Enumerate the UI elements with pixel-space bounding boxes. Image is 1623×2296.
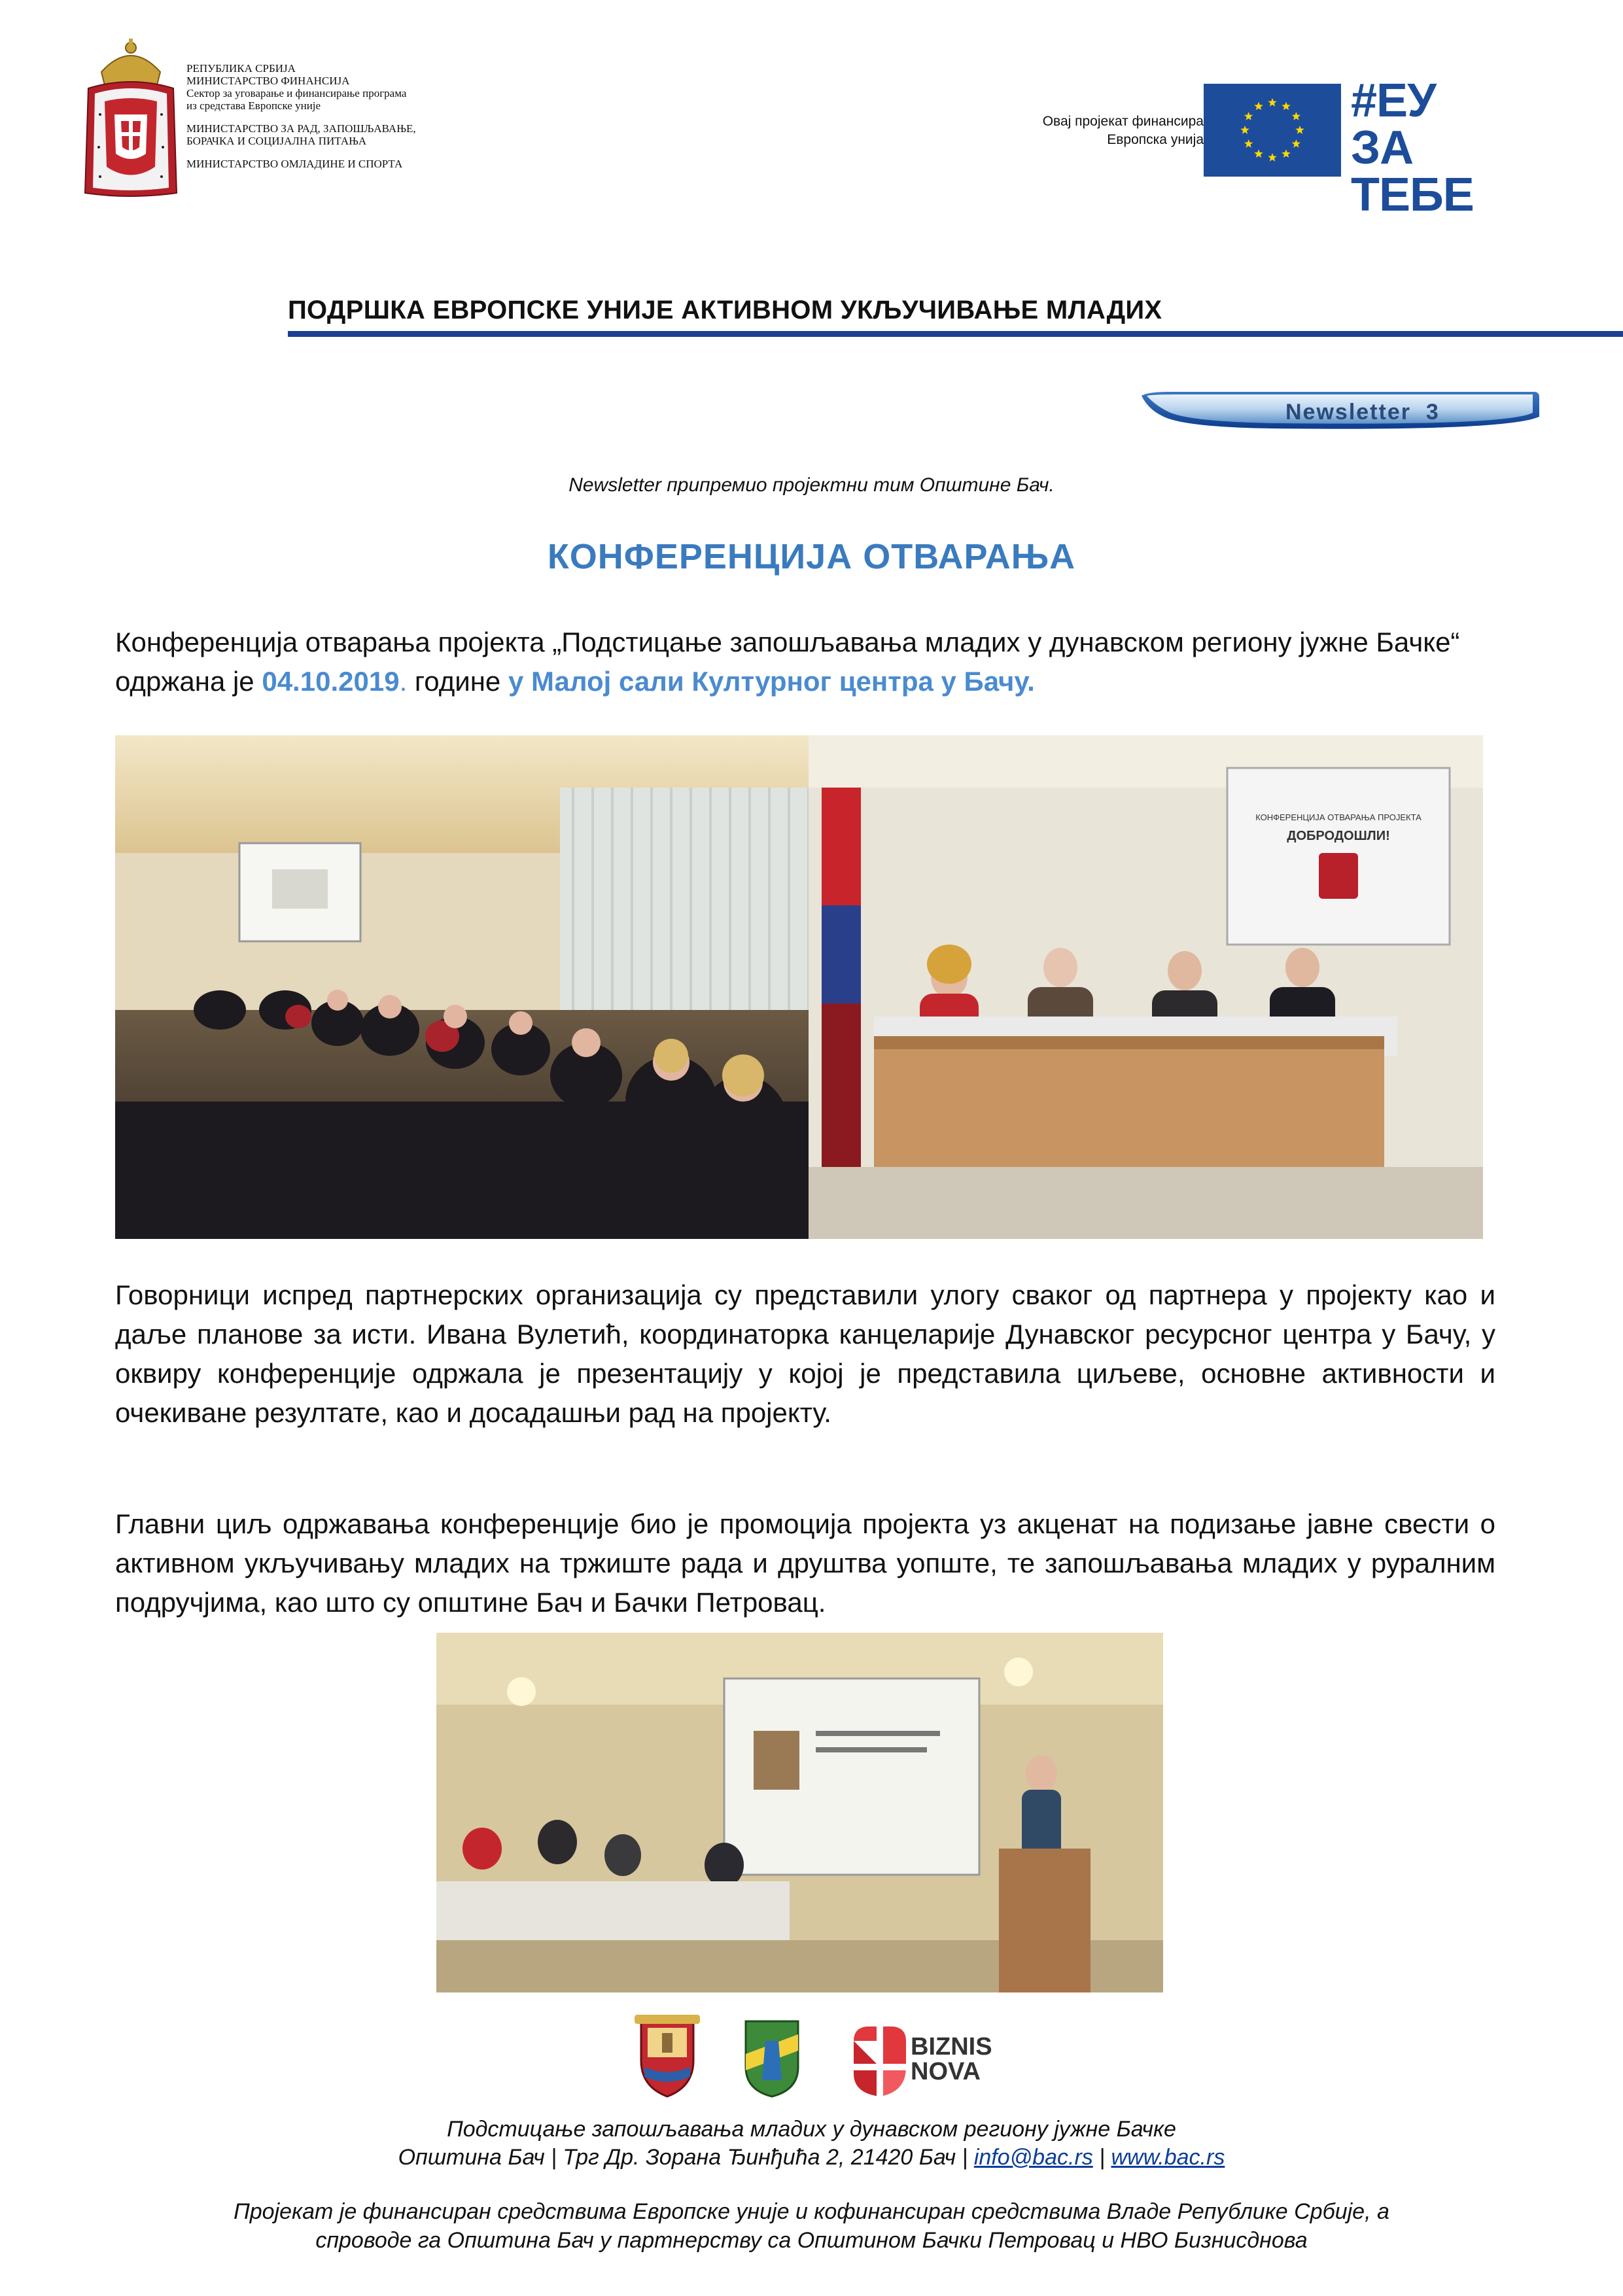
biznis-nova-logo: [850, 2015, 992, 2100]
headline-divider: [288, 331, 1623, 337]
intro-paragraph: [115, 623, 1495, 701]
event-place: у Малој сали Културног центра у Бачу.: [508, 666, 1035, 697]
eu-for-you-logo: [1351, 75, 1521, 221]
projector-line-2: ДОБРОДОШЛИ!: [1287, 829, 1390, 843]
ministry-line: Сектор за уговарање и финансирање програма: [186, 87, 407, 99]
body-paragraph-2: Главни циљ одржавања конференције био је промоција пројекта уз акценат на подизање јавне свести о активном укључивању младих на тржиште рада и друштва уопште, те запошљавања младих у руралним подручјима, као што су општине Бач и Бачки Петровац.: [115, 1508, 1495, 1618]
ministry-line: БОРАЧКА И СОЦИЈАЛНА ПИТАЊА: [186, 135, 367, 147]
footer-funding-line-2: спроводе га Општина Бач у партнерству са Општином Бачки Петровац и НВО Бизнисднова: [315, 2228, 1308, 2253]
event-date-dot: .: [399, 666, 408, 697]
bac-municipality-logo-icon: [628, 2015, 707, 2100]
footer-project-name: Подстицање запошљавања младих у дунавском региону јужне Бачке: [447, 2117, 1176, 2142]
ministry-line: МИНИСТАРСТВО ЗА РАД, ЗАПОШЉАВАЊЕ,: [186, 122, 416, 135]
backi-petrovac-logo-icon: [739, 2015, 805, 2100]
footer-separator: |: [1092, 2145, 1111, 2170]
nova-word: NOVA: [911, 2058, 981, 2085]
newsletter-number-label: Newsletter 3: [1285, 400, 1440, 425]
intro-text-2: године: [407, 666, 508, 697]
conference-audience-photo: [115, 735, 818, 1239]
ministry-line: МИНИСТАРСТВО ФИНАНСИЈА: [186, 75, 350, 87]
conference-panel-photo: [809, 735, 1483, 1239]
footer-funding-line-1: Пројекат је финансиран средствима Европске уније и кофинансиран средствима Владе Републике Србије, а: [234, 2199, 1389, 2224]
footer-contact: [0, 2142, 1623, 2172]
ministry-line: РЕПУБЛИКА СРБИЈА: [186, 62, 296, 75]
eu-tag-line-2: ЗА ТЕБЕ: [1351, 122, 1474, 221]
footer-address: Општина Бач | Трг Др. Зорана Ђинђића 2, 21420 Бач |: [398, 2145, 974, 2170]
ministry-line: МИНИСТАРСТВО ОМЛАДИНЕ И СПОРТА: [186, 158, 403, 170]
serbia-coat-of-arms-icon: [82, 36, 180, 200]
eu-flag-icon: [1204, 84, 1341, 177]
ministry-line: из средстава Европске уније: [186, 99, 321, 112]
projector-line-1: КОНФЕРЕНЦИЈА ОТВАРАЊА ПРОЈЕКТА: [1255, 812, 1422, 822]
biznis-word: BIZNIS: [911, 2033, 992, 2061]
conference-presentation-photo: [436, 1633, 1163, 1992]
eu-funding-line-2: Европска унија: [1107, 132, 1204, 147]
page-headline: ПОДРШКА ЕВРОПСКЕ УНИЈЕ АКТИВНОМ УКЉУЧИВАЊЕ МЛАДИХ: [288, 296, 1162, 324]
newsletter-ribbon: [1142, 391, 1541, 430]
article-title: КОНФЕРЕНЦИЈА ОТВАРАЊА: [547, 537, 1076, 576]
body-paragraph-1: Говорници испред партнерских организација су представили улогу сваког од партнера у пројекту као и даље планове за исти. Ивана Вулетић, координаторка канцеларије Дунавског ресурсног центра у Бачу, у оквиру конференције одржала је презентацију у којој је представила циљеве, основне активности и очекиване резултате, као и досадашњи рад на пројекту.: [115, 1279, 1495, 1428]
eu-funding-text: [981, 113, 1204, 149]
eu-tag-line-1: #ЕУ: [1351, 75, 1436, 127]
footer-email-link[interactable]: info@bac.rs: [973, 2145, 1093, 2170]
prepared-by-note: Newsletter припремио пројектни тим Општине Бач.: [568, 474, 1055, 496]
ministry-text-block: [186, 62, 500, 170]
event-date: 04.10.2019: [262, 666, 400, 697]
footer-website-link[interactable]: www.bac.rs: [1111, 2145, 1225, 2170]
intro-text-1: Конференција отварања пројекта „Подстицање запошљавања младих у дунавском региону јужне Бачке“ одржана је: [115, 627, 1460, 697]
eu-funding-line-1: Овај пројекат финансира: [1042, 114, 1204, 129]
